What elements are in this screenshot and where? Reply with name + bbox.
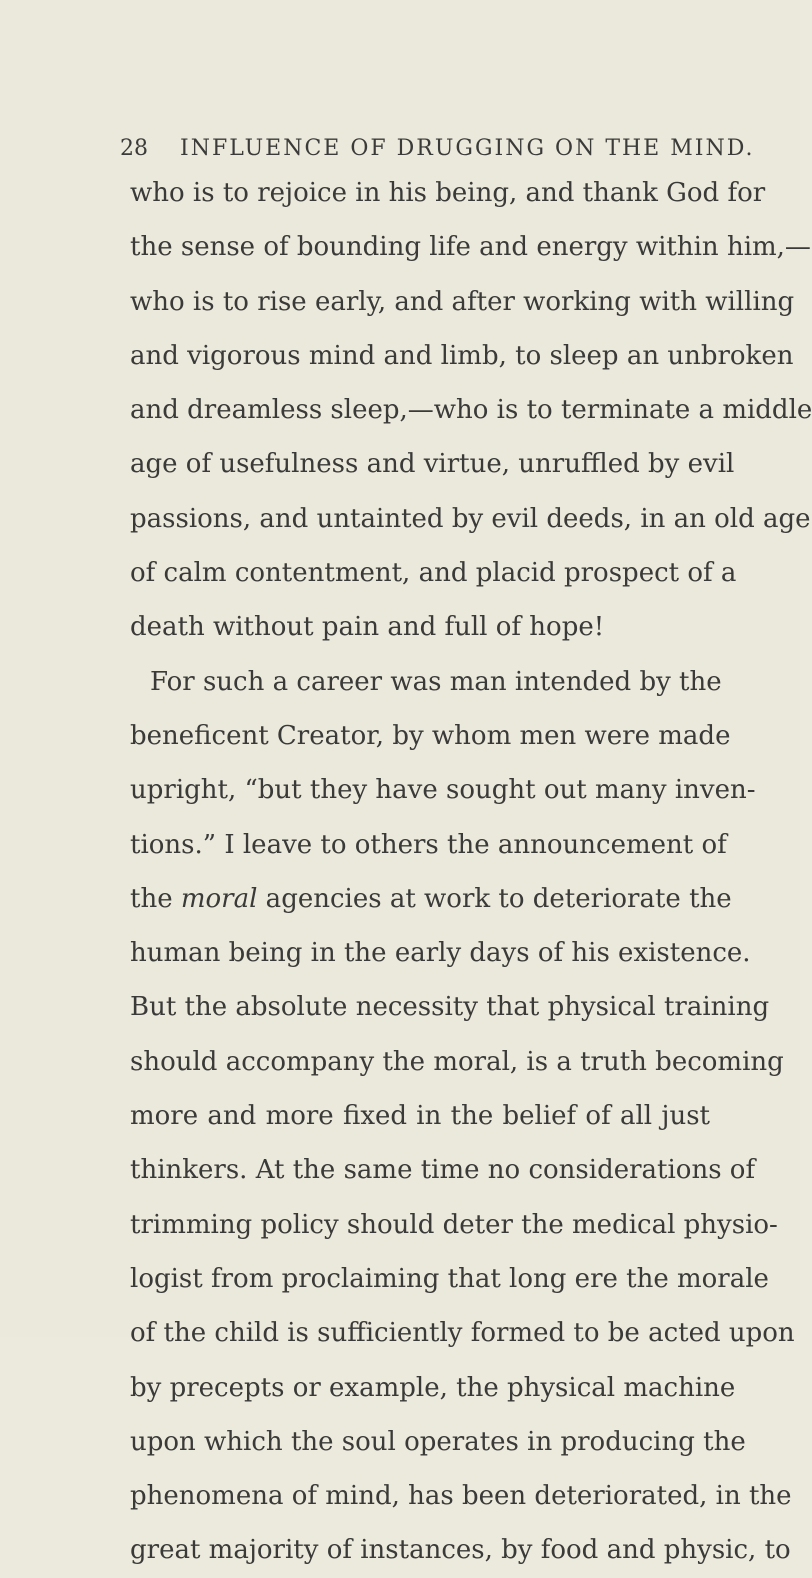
text-line: beneficent Creator, by whom men were made: [130, 720, 731, 751]
body-text: [130, 166, 812, 1578]
text-line: and dreamless sleep,—who is to terminate a middle: [130, 395, 812, 426]
text-line: tions.” I leave to others the announcement of: [130, 829, 727, 860]
italic-word: moral: [180, 883, 258, 914]
text-line: the moral agencies at work to deteriorate the: [130, 883, 732, 914]
text-line: who is to rise early, and after working with willing: [130, 286, 795, 317]
text-line: by precepts or example, the physical machine: [130, 1372, 736, 1403]
text-line: phenomena of mind, has been deteriorated, in the: [130, 1481, 792, 1512]
text-line: more and more fixed in the belief of all just: [130, 1101, 710, 1132]
text-line: thinkers. At the same time no considerations of: [130, 1155, 756, 1186]
page-number: 28: [120, 136, 148, 161]
text-line: But the absolute necessity that physical training: [130, 992, 770, 1023]
text-line: upon which the soul operates in producing the: [130, 1426, 746, 1457]
running-title: INFLUENCE OF DRUGGING ON THE MIND.: [180, 136, 755, 161]
text-line: and vigorous mind and limb, to sleep an unbroken: [130, 340, 794, 371]
text-line: logist from proclaiming that long ere the morale: [130, 1263, 769, 1294]
text-line: the sense of bounding life and energy within him,—: [130, 232, 811, 263]
text-line: of the child is sufficiently formed to be acted upon: [130, 1318, 795, 1349]
text-line: trimming policy should deter the medical physio-: [130, 1209, 778, 1240]
text-line: For such a career was man intended by the: [150, 666, 722, 697]
text-line: passions, and untainted by evil deeds, in an old age: [130, 503, 811, 534]
running-head: [120, 136, 755, 161]
text-line: great majority of instances, by food and physic, to: [130, 1535, 791, 1566]
text-line: should accompany the moral, is a truth becoming: [130, 1046, 784, 1077]
text-line: of calm contentment, and placid prospect of a: [130, 558, 737, 589]
text-line: who is to rejoice in his being, and thank God for: [130, 178, 766, 208]
text-line: human being in the early days of his existence.: [130, 938, 751, 969]
text-line: upright, “but they have sought out many inven-: [130, 775, 756, 806]
text-line: death without pain and full of hope!: [130, 612, 605, 643]
text-line: age of usefulness and virtue, unruffled by evil: [130, 449, 735, 480]
